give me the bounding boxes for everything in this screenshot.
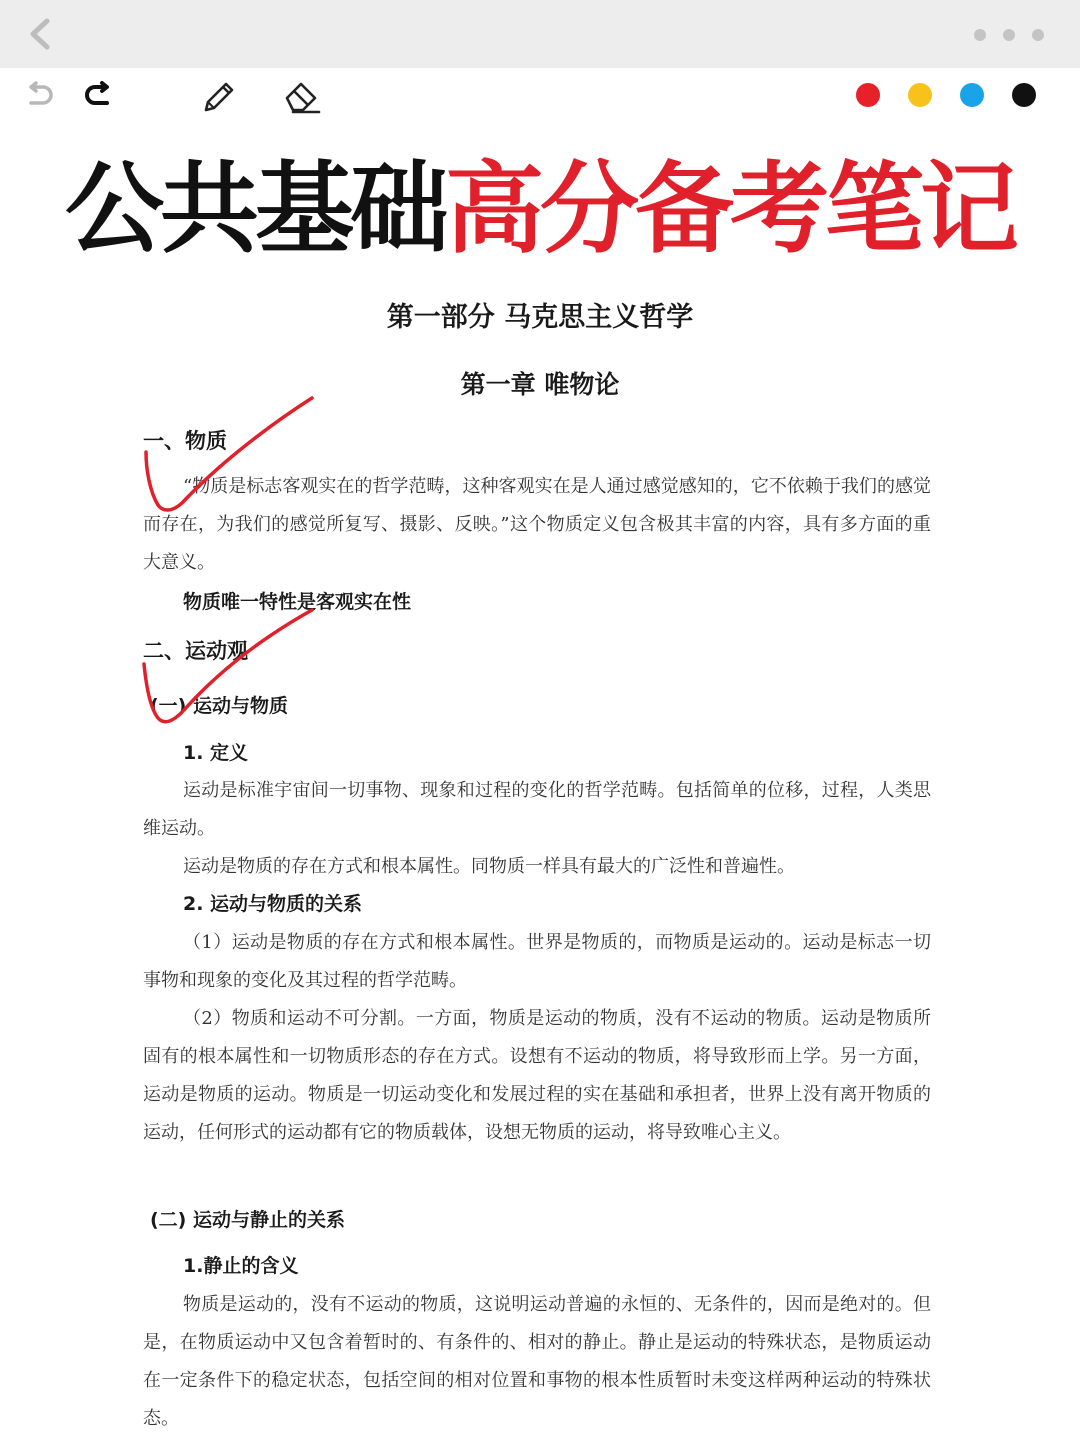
paragraph-motion-definition: 运动是标准宇宙间一切事物、现象和过程的变化的哲学范畴。包括简单的位移，过程，人类思维运动。 [143,780,931,839]
section-heading-matter: 一、物质 [143,429,227,453]
title-red-part: 高分备考笔记 [445,152,1015,267]
paragraph-relation-1: （1）运动是物质的存在方式和根本属性。世界是物质的，而物质是运动的。运动是标志一切事物和现象的变化及其过程的哲学范畴。 [143,932,931,991]
paragraph-rest-meaning: 物质是运动的，没有不运动的物质，这说明运动普遍的永恒的、无条件的，因而是绝对的。但是，在物质运动中又包含着暂时的、有条件的、相对的静止。静止是运动的特殊状态，是物质运动在一定条件下的稳定状态，包括空间的相对位置和事物的根本性质暂时未变这样两种运动的特殊状态。 [143,1294,931,1429]
item-heading-rest-meaning: 1.静止的含义 [183,1255,299,1277]
bold-note-objective-reality: 物质唯一特性是客观实在性 [183,591,412,613]
paragraph-motion-attribute: 运动是物质的存在方式和根本属性。同物质一样具有最大的广泛性和普遍性。 [183,856,795,877]
item-heading-definition: 1. 定义 [183,742,249,764]
subsection-heading-motion-rest: (二) 运动与静止的关系 [150,1209,345,1231]
subsection-heading-motion-matter: (一) 运动与物质 [150,695,288,717]
item-heading-motion-matter-relation: 2. 运动与物质的关系 [183,893,363,915]
section-heading-motion: 二、运动观 [143,639,248,663]
title-black-part: 公共基础 [65,152,445,267]
paragraph-matter-definition: “物质是标志客观实在的哲学范畴，这种客观实在是人通过感觉感知的，它不依赖于我们的感觉而存在，为我们的感觉所复写、摄影、反映。”这个物质定义包含极其丰富的内容，具有多方面的重大意义。 [143,476,931,573]
paragraph-relation-2: （2）物质和运动不可分割。一方面，物质是运动的物质，没有不运动的物质。运动是物质所固有的根本属性和一切物质形态的存在方式。设想有不运动的物质，将导致形而上学。另一方面，运动是物质的运动。物质是一切运动变化和发展过程的实在基础和承担者，世界上没有离开物质的运动，任何形式的运动都有它的物质载体，设想无物质的运动，将导致唯心主义。 [143,1008,931,1143]
chapter-heading: 第一章 唯物论 [460,370,620,399]
part-heading: 第一部分 马克思主义哲学 [386,302,694,333]
